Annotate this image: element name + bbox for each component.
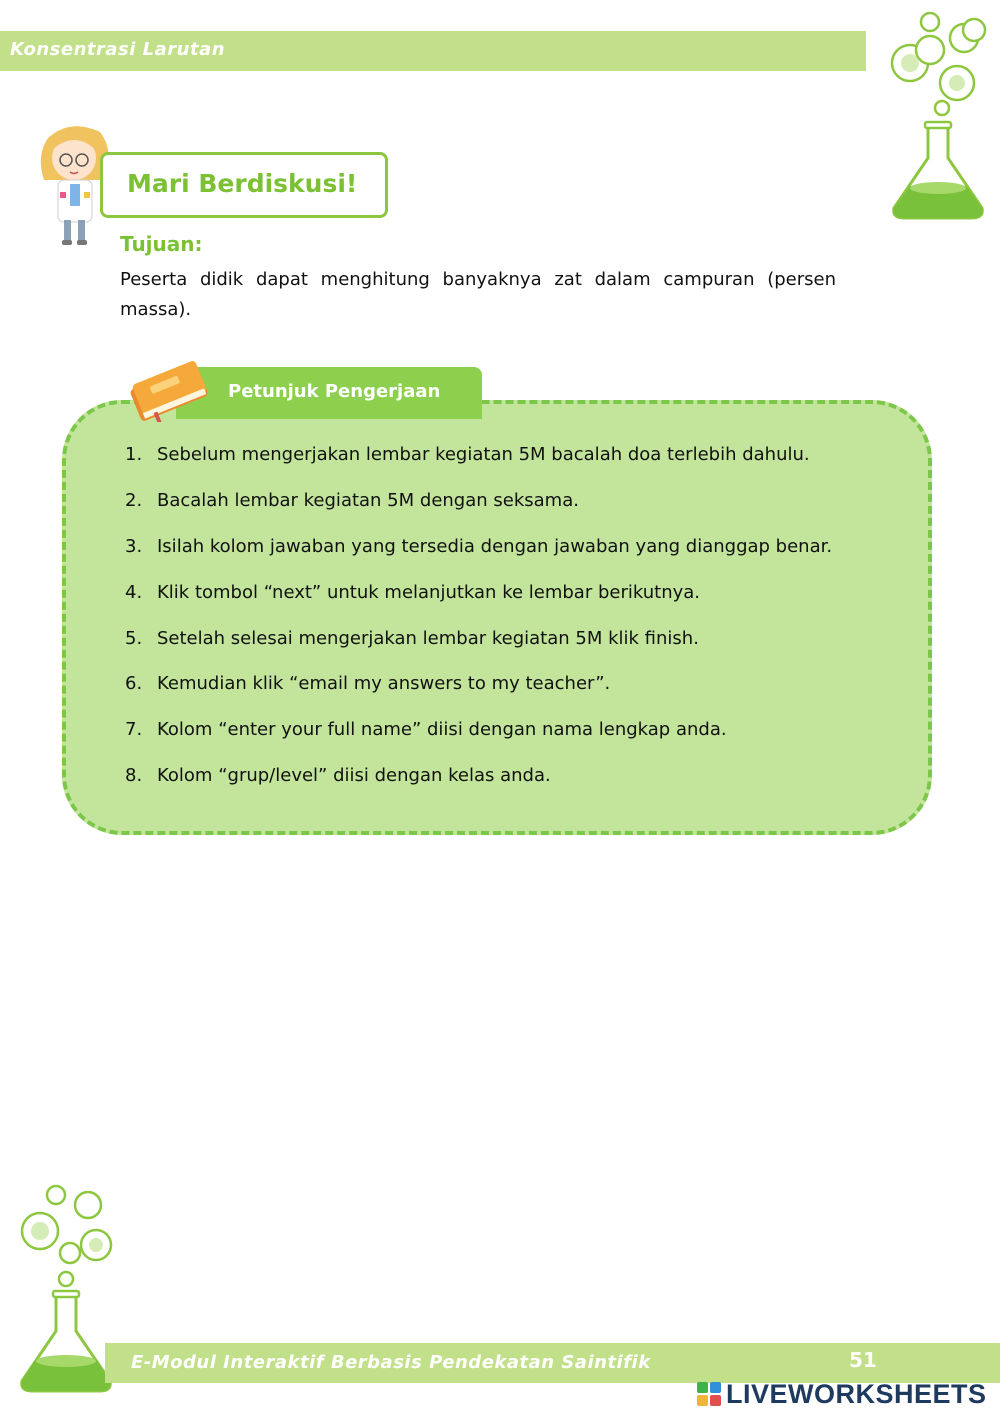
footer-text: E-Modul Interaktif Berbasis Pendekatan Saintifik <box>131 1352 651 1373</box>
instructions-tab <box>176 367 482 419</box>
flask-icon <box>10 1183 120 1398</box>
instruction-number: 3. <box>125 535 143 557</box>
instruction-item <box>125 569 895 615</box>
instruction-number: 4. <box>125 581 143 603</box>
instruction-text: Kolom “grup/level” diisi dengan kelas anda. <box>157 764 551 786</box>
instruction-item <box>125 615 895 661</box>
book-icon <box>122 358 214 422</box>
page-number: 51 <box>849 1348 877 1372</box>
instruction-number: 8. <box>125 764 143 786</box>
instruction-text: Sebelum mengerjakan lembar kegiatan 5M bacalah doa terlebih dahulu. <box>157 444 810 466</box>
instruction-text: Setelah selesai mengerjakan lembar kegiatan 5M klik finish. <box>157 627 699 649</box>
goal-heading: Tujuan: <box>120 232 203 256</box>
instruction-text: Bacalah lembar kegiatan 5M dengan seksama. <box>157 490 579 512</box>
section-title-box <box>100 152 388 218</box>
instruction-item <box>125 753 895 799</box>
instruction-item <box>125 524 895 570</box>
liveworksheets-logo-icon <box>696 1381 722 1407</box>
goal-text: Peserta didik dapat menghitung banyaknya zat dalam campuran (persen massa). <box>120 269 836 320</box>
instruction-item <box>125 661 895 707</box>
instructions-tab-label: Petunjuk Pengerjaan <box>228 381 441 402</box>
instruction-number: 1. <box>125 444 143 466</box>
instruction-item <box>125 432 895 478</box>
instruction-number: 7. <box>125 719 143 741</box>
logo-text: LIVEWORKSHEETS <box>726 1378 987 1409</box>
instruction-text: Kolom “enter your full name” diisi dengan nama lengkap anda. <box>157 719 727 741</box>
instruction-number: 2. <box>125 490 143 512</box>
flask-icon <box>882 8 992 223</box>
instruction-item <box>125 478 895 524</box>
instruction-number: 5. <box>125 627 143 649</box>
liveworksheets-logo[interactable] <box>696 1378 987 1410</box>
instruction-text: Klik tombol “next” untuk melanjutkan ke lembar berikutnya. <box>157 581 701 603</box>
instructions-list <box>125 432 895 798</box>
section-title: Mari Berdiskusi! <box>127 169 358 198</box>
header-bar <box>0 31 866 71</box>
instruction-text: Kemudian klik “email my answers to my teacher”. <box>157 673 611 695</box>
instruction-item <box>125 707 895 753</box>
instruction-number: 6. <box>125 673 143 695</box>
instruction-text: Isilah kolom jawaban yang tersedia dengan jawaban yang dianggap benar. <box>157 535 833 557</box>
footer-bar <box>105 1343 1000 1383</box>
header-title: Konsentrasi Larutan <box>10 39 226 60</box>
